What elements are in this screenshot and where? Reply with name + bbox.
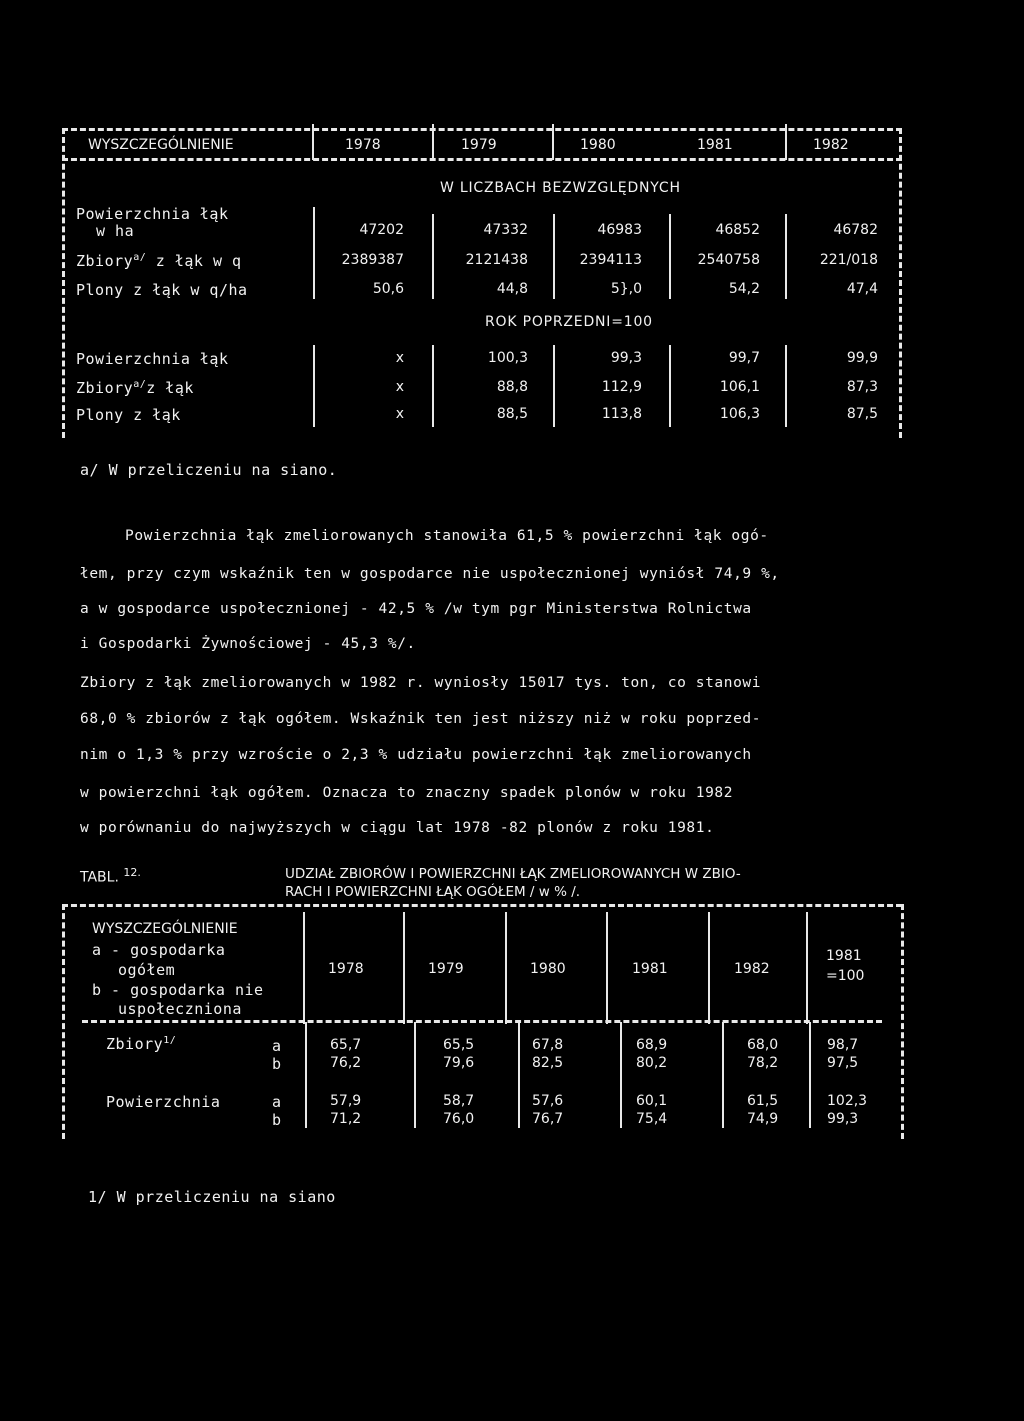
table-1-cell: 88,5 (496, 406, 528, 422)
table-1-cell: x (395, 406, 404, 422)
column-divider (313, 207, 315, 299)
column-divider (303, 912, 305, 1024)
table-1-cell: 2121438 (465, 252, 528, 268)
table-2-row-label (106, 1035, 176, 1053)
table-1-top-rule (62, 128, 902, 131)
table-1-cell: 46983 (597, 222, 642, 238)
column-divider (305, 1022, 307, 1128)
column-divider (785, 345, 787, 427)
table-2-cell: 71,2 (330, 1111, 362, 1127)
column-divider (432, 345, 434, 427)
column-divider (553, 345, 555, 427)
table-2-header-line: WYSZCZEGÓLNIENIE (92, 921, 238, 937)
table-2-title-line-1: UDZIAŁ ZBIORÓW I POWIERZCHNI ŁĄK ZMELIOROWANYCH W ZBIO- (285, 866, 741, 882)
table-1-cell: 46782 (833, 222, 878, 238)
table-2-cell: 67,8 (532, 1037, 564, 1053)
table-1-row-label: Powierzchnia łąk (76, 350, 229, 368)
table-1-row-label (76, 252, 242, 270)
column-divider (414, 1022, 416, 1128)
table-2-cell: 76,7 (532, 1111, 564, 1127)
table-1-row-label-pre: Zbiory (76, 379, 134, 397)
column-divider (553, 214, 555, 299)
table-2-left-border (62, 904, 65, 1139)
paragraph-line: a w gospodarce uspołecznionej - 42,5 % /w tym pgr Ministerstwa Rolnictwa (80, 601, 752, 617)
table-1-cell: 2394113 (579, 252, 642, 268)
table-1-cell: 50,6 (372, 281, 404, 297)
table-1-cell: 87,3 (846, 379, 878, 395)
table-2-cell: 68,0 (747, 1037, 779, 1053)
table-1-row-label-pre: Zbiory (76, 252, 134, 270)
table-1-cell: 54,2 (728, 281, 760, 297)
table-2-cell: 57,9 (330, 1093, 362, 1109)
table-2-cell: 76,0 (443, 1111, 475, 1127)
table-1-cell: 113,8 (601, 406, 642, 422)
table-2-footnote: 1/ W przeliczeniu na siano (88, 1188, 336, 1206)
table-1-section-relative: ROK POPRZEDNI=100 (485, 314, 653, 330)
table-1-year-1980: 1980 (580, 137, 616, 153)
paragraph-line: łem, przy czym wskaźnik ten w gospodarce nie uspołecznionej wyniósł 74,9 %, (80, 566, 780, 582)
table-1-year-1979: 1979 (461, 137, 497, 153)
table-2-cell: 99,3 (827, 1111, 859, 1127)
table-1-year-1982: 1982 (813, 137, 849, 153)
table-1-cell: 47332 (483, 222, 528, 238)
table-1-header-label: WYSZCZEGÓLNIENIE (88, 137, 234, 153)
table-2-number: 12. (123, 866, 141, 879)
table-2-cell: 68,9 (636, 1037, 668, 1053)
table-2-label (80, 866, 141, 886)
table-1-right-border (899, 128, 902, 438)
footnote-marker: a/ (133, 252, 147, 263)
table-2-cell: 61,5 (747, 1093, 779, 1109)
column-divider (606, 912, 608, 1024)
table-2-header-line: ogółem (118, 961, 176, 979)
table-1-row-label (76, 379, 194, 397)
paragraph-line: i Gospodarki Żywnościowej - 45,3 %/. (80, 636, 416, 652)
table-1-row-label-post: z łąk w q (155, 252, 242, 270)
table-1-left-border (62, 128, 65, 438)
table-2-cell: 80,2 (636, 1055, 668, 1071)
paragraph-line: Zbiory z łąk zmeliorowanych w 1982 r. wyniosły 15017 tys. ton, co stanowi (80, 675, 762, 691)
table-1-row-label: Plony z łąk (76, 406, 181, 424)
table-2-index-base-value: =100 (826, 968, 865, 984)
column-divider (669, 214, 671, 299)
table-2-cell: 97,5 (827, 1055, 859, 1071)
footnote-marker: a/ (133, 379, 147, 390)
table-1-header-divider (432, 124, 434, 160)
table-1-row-label: Plony z łąk w q/ha (76, 281, 248, 299)
table-1-cell: 99,3 (610, 350, 642, 366)
table-1-footnote: a/ W przeliczeniu na siano. (80, 461, 338, 479)
table-2-title-line-2: RACH I POWIERZCHNI ŁĄK OGÓŁEM / w % /. (285, 884, 581, 900)
column-divider (722, 1022, 724, 1128)
column-divider (669, 345, 671, 427)
table-2-row-label-text: Zbiory (106, 1035, 164, 1053)
table-1-row-label: Powierzchnia łąk (76, 205, 229, 223)
table-1-cell: 87,5 (846, 406, 878, 422)
paragraph-line: w powierzchni łąk ogółem. Oznacza to znaczny spadek plonów w roku 1982 (80, 785, 734, 801)
table-1-header-divider (785, 124, 787, 160)
table-1-cell: 46852 (715, 222, 760, 238)
table-2-index-base-year: 1981 (826, 948, 862, 964)
table-1-cell: 106,3 (719, 406, 760, 422)
table-2-cell: 65,5 (443, 1037, 475, 1053)
paragraph-line: 68,0 % zbiorów z łąk ogółem. Wskaźnik ten jest niższy niż w roku poprzed- (80, 711, 762, 727)
paragraph-line: nim o 1,3 % przy wzroście o 2,3 % udziału powierzchni łąk zmeliorowanych (80, 747, 752, 763)
column-divider (313, 345, 315, 427)
column-divider (518, 1022, 520, 1128)
table-2-header-line: b - gospodarka nie (92, 981, 264, 999)
table-2-cell: 60,1 (636, 1093, 668, 1109)
table-2-cell: 74,9 (747, 1111, 779, 1127)
table-2-row-label: Powierzchnia (106, 1093, 221, 1111)
table-2-cell: 98,7 (827, 1037, 859, 1053)
table-1-cell: 2389387 (341, 252, 404, 268)
table-1-cell: 221/018 (819, 252, 878, 268)
table-2-year-1981: 1981 (632, 961, 668, 977)
table-1-section-absolute: W LICZBACH BEZWZGLĘDNYCH (440, 180, 681, 196)
table-2-cell: 65,7 (330, 1037, 362, 1053)
table-1-cell: x (395, 350, 404, 366)
paragraph-line: Powierzchnia łąk zmeliorowanych stanowiła 61,5 % powierzchni łąk ogó- (125, 528, 769, 544)
table-1-cell: 47,4 (846, 281, 878, 297)
table-1-cell: 100,3 (487, 350, 528, 366)
table-2-header-rule (82, 1020, 882, 1023)
table-1-cell: 88,8 (496, 379, 528, 395)
table-1-cell: 106,1 (719, 379, 760, 395)
paragraph-line: w porównaniu do najwyższych w ciągu lat 1978 -82 plonów z roku 1981. (80, 820, 715, 836)
column-divider (403, 912, 405, 1024)
column-divider (806, 912, 808, 1024)
row-letter-a: a (272, 1037, 282, 1055)
column-divider (708, 912, 710, 1024)
table-2-cell: 78,2 (747, 1055, 779, 1071)
column-divider (505, 912, 507, 1024)
table-2-header-line: uspołeczniona (118, 1000, 242, 1018)
column-divider (785, 214, 787, 299)
table-1-header-divider (552, 124, 554, 160)
row-letter-b: b (272, 1111, 282, 1129)
table-2-year-1979: 1979 (428, 961, 464, 977)
table-1-cell: 99,9 (846, 350, 878, 366)
table-1-cell: 47202 (359, 222, 404, 238)
table-1-cell: 2540758 (697, 252, 760, 268)
table-1-year-1981: 1981 (697, 137, 733, 153)
table-2-cell: 79,6 (443, 1055, 475, 1071)
table-2-cell: 75,4 (636, 1111, 668, 1127)
column-divider (620, 1022, 622, 1128)
table-2-year-1982: 1982 (734, 961, 770, 977)
table-2-cell: 57,6 (532, 1093, 564, 1109)
table-2-year-1978: 1978 (328, 961, 364, 977)
table-1-cell: x (395, 379, 404, 395)
footnote-marker: 1/ (163, 1035, 177, 1046)
table-2-cell: 102,3 (827, 1093, 868, 1109)
table-1-header-rule (62, 158, 902, 161)
table-2-header-line: a - gospodarka (92, 941, 226, 959)
table-1-cell: 112,9 (601, 379, 642, 395)
table-2-label-text: TABL. (80, 869, 119, 886)
table-1-header-divider (312, 124, 314, 160)
table-1-row-label-unit: w ha (96, 222, 135, 240)
table-2-year-1980: 1980 (530, 961, 566, 977)
table-2-cell: 82,5 (532, 1055, 564, 1071)
column-divider (809, 1022, 811, 1128)
row-letter-a: a (272, 1093, 282, 1111)
table-2-top-rule (62, 904, 902, 907)
table-1-year-1978: 1978 (345, 137, 381, 153)
table-1-cell: 44,8 (496, 281, 528, 297)
table-2-cell: 76,2 (330, 1055, 362, 1071)
table-2-cell: 58,7 (443, 1093, 475, 1109)
table-1-cell: 99,7 (728, 350, 760, 366)
table-1-row-label-post: z łąk (146, 379, 194, 397)
table-1-cell: 5},0 (610, 281, 642, 297)
row-letter-b: b (272, 1055, 282, 1073)
table-2-right-border (901, 904, 904, 1139)
column-divider (432, 214, 434, 299)
